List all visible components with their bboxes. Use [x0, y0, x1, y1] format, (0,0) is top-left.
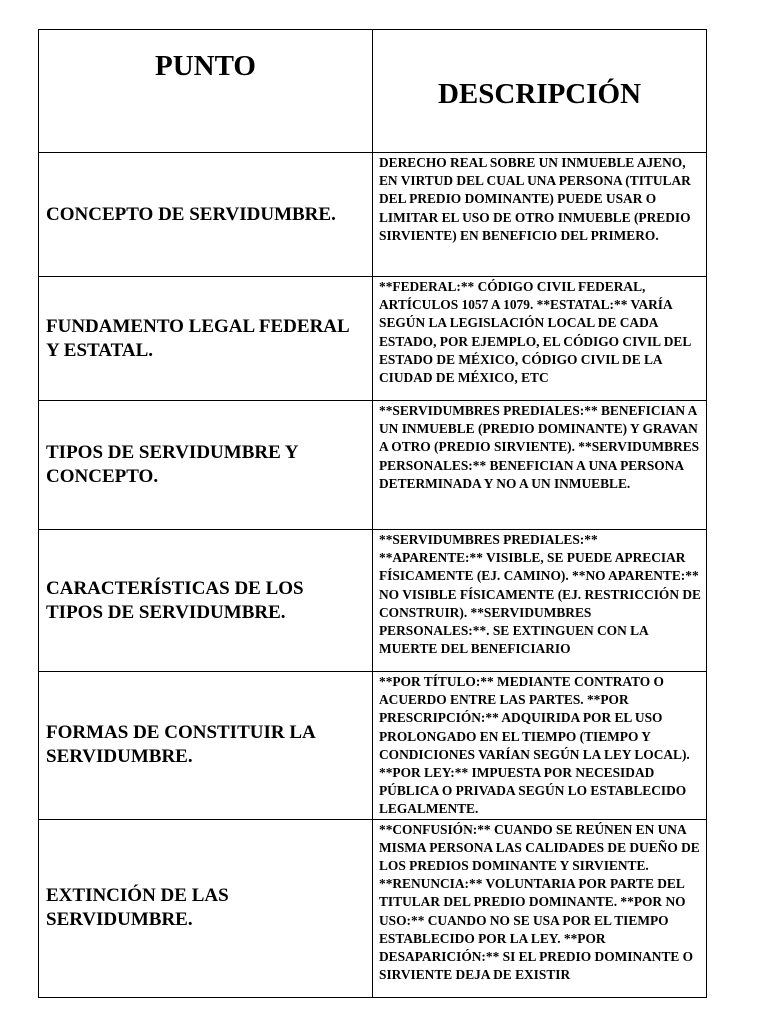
table-row: [39, 401, 707, 530]
descripcion-cell: **CONFUSIÓN:** CUANDO SE REÚNEN EN UNA MISMA PERSONA LAS CALIDADES DE DUEÑO DE LOS PREDIOS DOMINANTE Y SIRVIENTE. **RENUNCIA:** VOLUNTARIA POR PARTE DEL TITULAR DEL PREDIO DOMINANTE. **POR NO USO:** CUANDO NO SE USA POR EL TIEMPO ESTABLECIDO POR LA LEY. **POR DESAPARICIÓN:** SI EL PREDIO DOMINANTE O SIRVIENTE DEJA DE EXISTIR: [373, 819, 707, 997]
descripcion-cell: **FEDERAL:** CÓDIGO CIVIL FEDERAL, ARTÍCULOS 1057 A 1079. **ESTATAL:** VARÍA SEGÚN LA LEGISLACIÓN LOCAL DE CADA ESTADO, POR EJEMPLO, EL CÓDIGO CIVIL DEL ESTADO DE MÉXICO, CÓDIGO CIVIL DE LA CIUDAD DE MÉXICO, ETC: [373, 277, 707, 401]
descripcion-cell: **POR TÍTULO:** MEDIANTE CONTRATO O ACUERDO ENTRE LAS PARTES. **POR PRESCRIPCIÓN:** ADQUIRIDA POR EL USO PROLONGADO EN EL TIEMPO (TIEMPO Y CONDICIONES VARÍAN SEGÚN LA LEY LOCAL). **POR LEY:** IMPUESTA POR NECESIDAD PÚBLICA O PRIVADA SEGÚN LO ESTABLECIDO LEGALMENTE.: [373, 672, 707, 820]
servidumbre-table: [38, 29, 707, 998]
table-row: [39, 819, 707, 997]
table-row: [39, 277, 707, 401]
punto-cell: CARACTERÍSTICAS DE LOS TIPOS DE SERVIDUMBRE.: [39, 530, 373, 672]
punto-cell: FUNDAMENTO LEGAL FEDERAL Y ESTATAL.: [39, 277, 373, 401]
descripcion-cell: DERECHO REAL SOBRE UN INMUEBLE AJENO, EN VIRTUD DEL CUAL UNA PERSONA (TITULAR DEL PREDIO DOMINANTE) PUEDE USAR O LIMITAR EL USO DE OTRO INMUEBLE (PREDIO SIRVIENTE) EN BENEFICIO DEL PRIMERO.: [373, 153, 707, 277]
table-header-row: [39, 30, 707, 153]
table-row: [39, 672, 707, 820]
punto-cell: EXTINCIÓN DE LAS SERVIDUMBRE.: [39, 819, 373, 997]
descripcion-cell: **SERVIDUMBRES PREDIALES:** BENEFICIAN A UN INMUEBLE (PREDIO DOMINANTE) Y GRAVAN A OTRO (PREDIO SIRVIENTE). **SERVIDUMBRES PERSONALES:** BENEFICIAN A UNA PERSONA DETERMINADA Y NO A UN INMUEBLE.: [373, 401, 707, 530]
punto-cell: TIPOS DE SERVIDUMBRE Y CONCEPTO.: [39, 401, 373, 530]
header-descripcion: DESCRIPCIÓN: [373, 30, 707, 153]
descripcion-cell: **SERVIDUMBRES PREDIALES:** **APARENTE:** VISIBLE, SE PUEDE APRECIAR FÍSICAMENTE (EJ. CAMINO). **NO APARENTE:** NO VISIBLE FÍSICAMENTE (EJ. RESTRICCIÓN DE CONSTRUIR). **SERVIDUMBRES PERSONALES:**. SE EXTINGUEN CON LA MUERTE DEL BENEFICIARIO: [373, 530, 707, 672]
header-punto: PUNTO: [39, 30, 373, 153]
punto-cell: CONCEPTO DE SERVIDUMBRE.: [39, 153, 373, 277]
punto-cell: FORMAS DE CONSTITUIR LA SERVIDUMBRE.: [39, 672, 373, 820]
table-row: [39, 153, 707, 277]
table-row: [39, 530, 707, 672]
